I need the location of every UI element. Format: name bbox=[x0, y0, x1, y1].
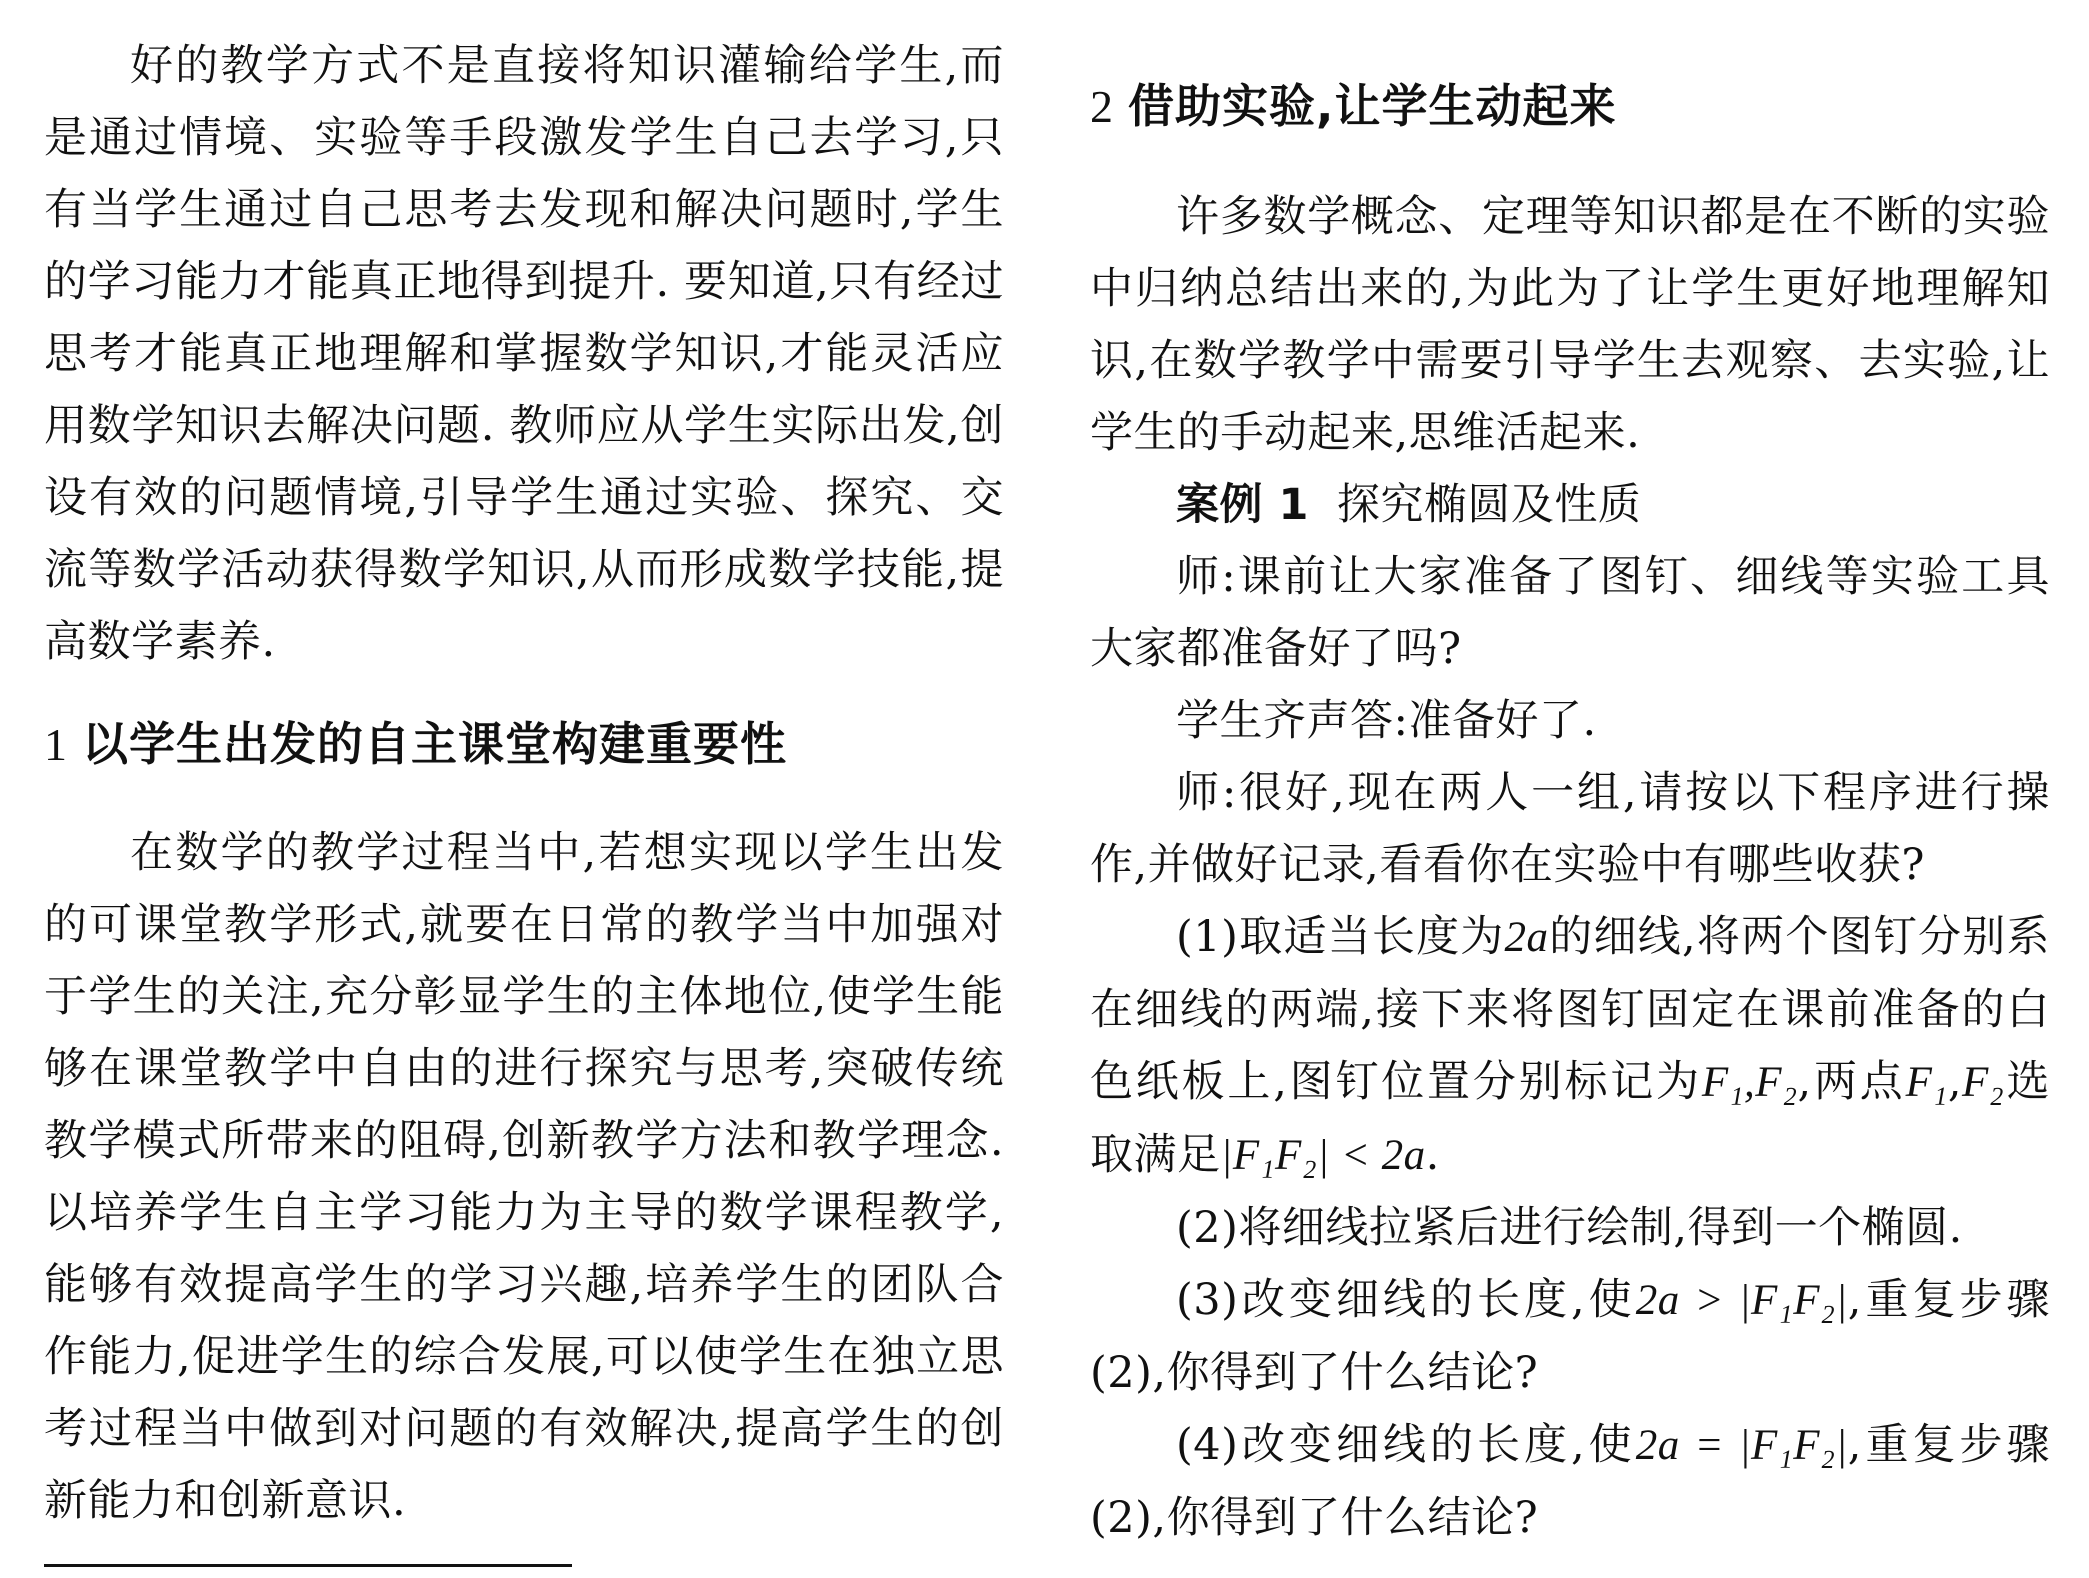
section-2-paragraph: 许多数学概念、定理等知识都是在不断的实验中归纳总结出来的,为此为了让学生更好地理解知识,在数学教学中需要引导学生去观察、去实验,让学生的手动起来,思维活起来. bbox=[1090, 192, 2050, 458]
left-column bbox=[44, 30, 1004, 1537]
step-4 bbox=[1090, 1409, 2050, 1554]
section-1-title: 以学生出发的自主课堂构建重要性 bbox=[82, 717, 787, 771]
math-step-3: 2a > |F₁F₂| bbox=[1635, 1277, 1848, 1324]
step-1-text-d: , bbox=[1947, 1057, 1962, 1107]
math-condition: |F₁F₂| < 2a bbox=[1220, 1132, 1426, 1179]
teacher-line-1: 师:课前让大家准备了图钉、细线等实验工具大家都准备好了吗? bbox=[1090, 552, 2050, 674]
section-2-heading bbox=[1090, 70, 2050, 143]
section-2-number: 2 bbox=[1090, 81, 1114, 132]
section-2-title: 借助实验,让学生动起来 bbox=[1128, 79, 1617, 133]
step-3-text-b: ,重复步骤(2),你得到了什么结论? bbox=[1090, 1275, 2051, 1398]
math-f2: F₂ bbox=[1961, 1059, 2005, 1106]
step-1-text-b: 的细线,将两个图钉分别系在细线的两端,接下来将图钉固定在课前准备的白色纸板上,图钉位置分别标记为 bbox=[1090, 912, 2050, 1107]
math-f1: F₁ bbox=[1905, 1059, 1948, 1106]
case-heading bbox=[1090, 469, 2050, 541]
step-1-text-a: (1)取适当长度为 bbox=[1176, 912, 1505, 962]
math-2a: 2a bbox=[1504, 914, 1549, 961]
math-step-4: 2a = |F₁F₂| bbox=[1635, 1422, 1848, 1469]
intro-paragraph: 好的教学方式不是直接将知识灌输给学生,而是通过情境、实验等手段激发学生自己去学习,只有当学生通过自己思考去发现和解决问题时,学生的学习能力才能真正地得到提升. 要知道,只有经过思考才能真正地理解和掌握数学知识,才能灵活应用数学知识去解决问题. 教师应从学生实际出发,创设有效的问题情境,引导学生通过实验、探究、交流等数学活动获得数学知识,从而形成数学技能,提高数学素养. bbox=[44, 41, 1004, 667]
step-1 bbox=[1090, 901, 2050, 1192]
step-1-text-f: . bbox=[1425, 1130, 1440, 1180]
step-3-text-a: (3)改变细线的长度,使 bbox=[1176, 1275, 1636, 1325]
students-line-1: 学生齐声答:准备好了. bbox=[1176, 696, 1597, 746]
step-4-text-b: ,重复步骤(2),你得到了什么结论? bbox=[1090, 1420, 2051, 1543]
right-column bbox=[1090, 30, 2050, 1554]
footnote-divider bbox=[44, 1564, 572, 1567]
step-3 bbox=[1090, 1264, 2050, 1409]
case-title: 探究椭圆及性质 bbox=[1336, 480, 1642, 530]
step-1-text-e: 选取满足 bbox=[1090, 1057, 2051, 1180]
teacher-line-2: 师:很好,现在两人一组,请按以下程序进行操作,并做好记录,看看你在实验中有哪些收获? bbox=[1090, 768, 2050, 890]
step-2: (2)将细线拉紧后进行绘制,得到一个椭圆. bbox=[1176, 1203, 1963, 1253]
section-1-paragraph: 在数学的教学过程当中,若想实现以学生出发的可课堂教学形式,就要在日常的教学当中加强对于学生的关注,充分彰显学生的主体地位,使学生能够在课堂教学中自由的进行探究与思考,突破传统教学模式所带来的阻碍,创新教学方法和教学理念. 以培养学生自主学习能力为主导的数学课程教学,能够有效提高学生的学习兴趣,培养学生的团队合作能力,促进学生的综合发展,可以使学生在独立思考过程当中做到对问题的有效解决,提高学生的创新能力和创新意识. bbox=[44, 828, 1004, 1526]
math-f1-f2: F₁,F₂ bbox=[1701, 1059, 1798, 1106]
step-1-text-c: ,两点 bbox=[1797, 1057, 1906, 1107]
case-label: 案例 1 bbox=[1176, 480, 1309, 530]
section-1-number: 1 bbox=[44, 719, 68, 770]
section-1-heading bbox=[44, 708, 1004, 781]
step-4-text-a: (4)改变细线的长度,使 bbox=[1176, 1420, 1636, 1470]
